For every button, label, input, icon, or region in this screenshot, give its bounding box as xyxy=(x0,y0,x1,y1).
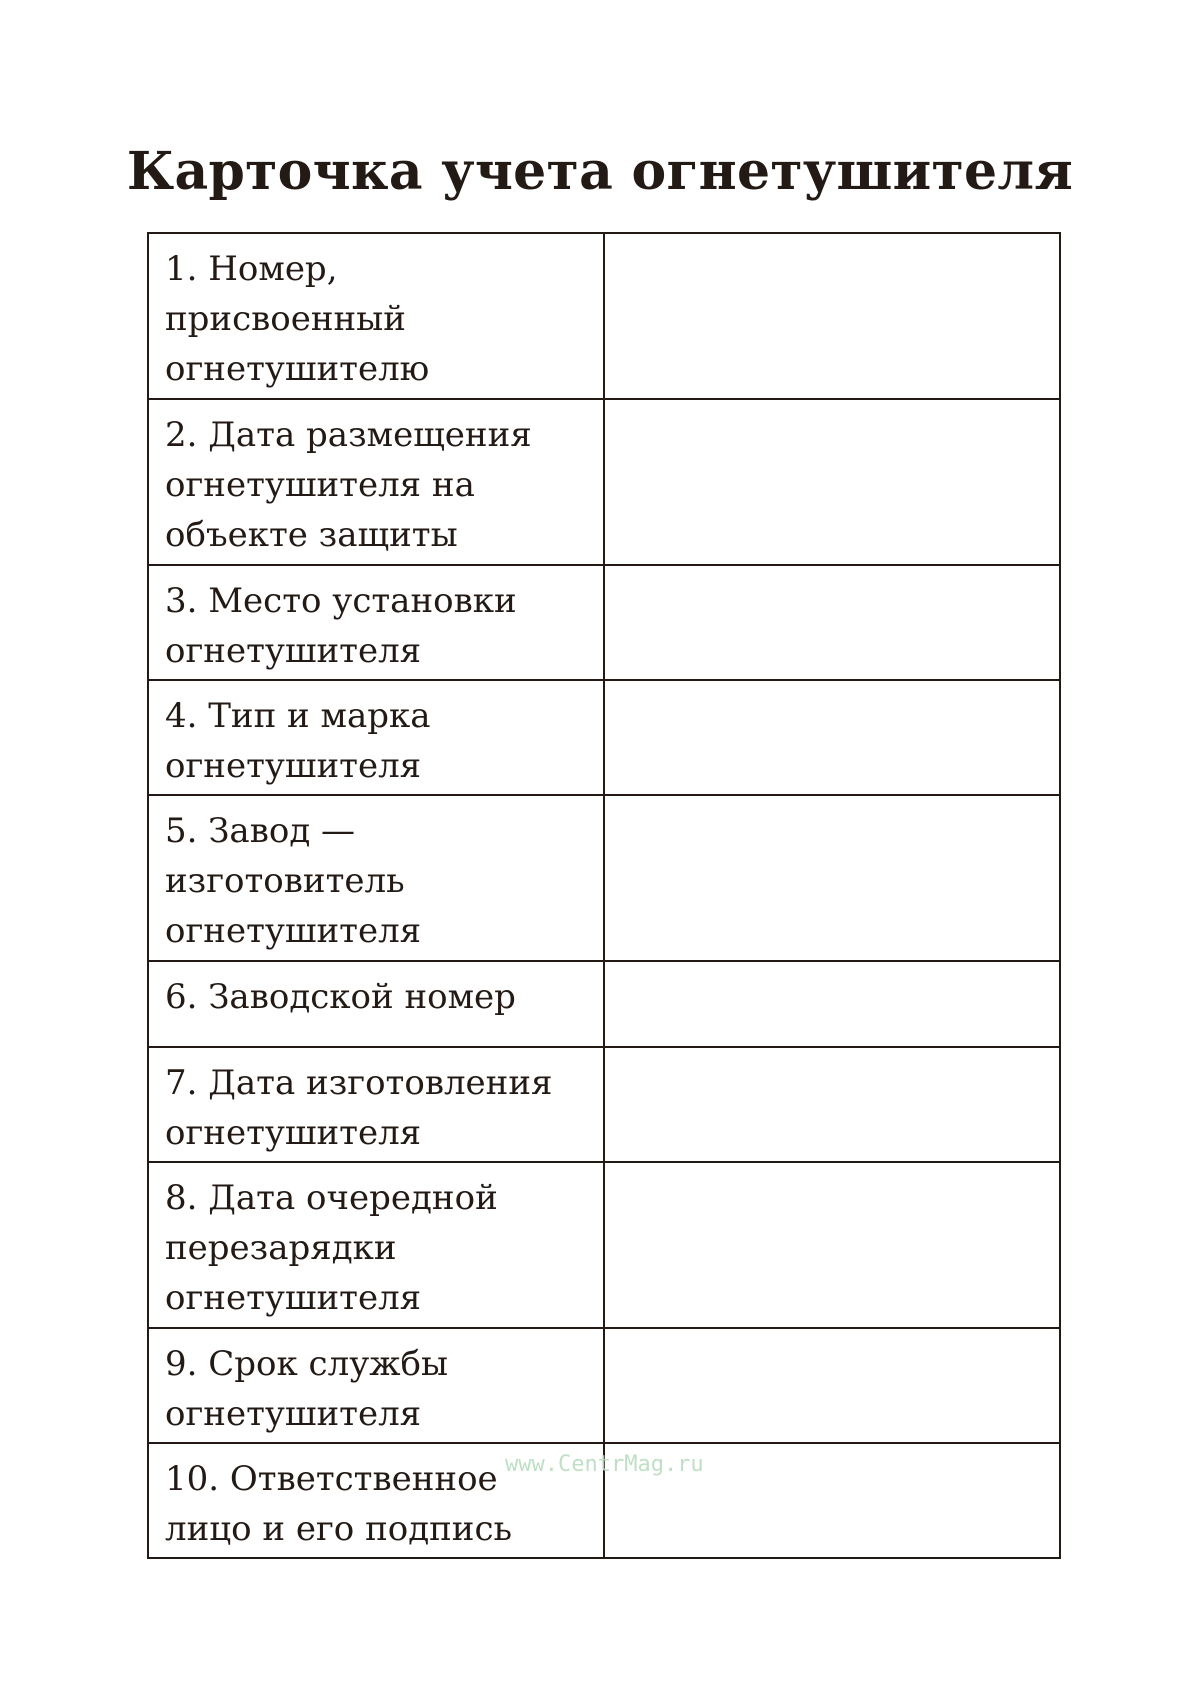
table-row xyxy=(148,1047,1060,1162)
row-label: 7. Дата изготовления огнетушителя xyxy=(148,1047,604,1162)
row-value-field[interactable] xyxy=(604,1047,1060,1162)
row-label: 10. Ответственное лицо и его подпись xyxy=(148,1443,604,1558)
table-row xyxy=(148,795,1060,961)
row-label: 4. Тип и марка огнетушителя xyxy=(148,680,604,795)
table-row xyxy=(148,1328,1060,1443)
table-row xyxy=(148,1162,1060,1328)
row-value-field[interactable] xyxy=(604,961,1060,1047)
row-label: 3. Место установки огнетушителя xyxy=(148,565,604,680)
row-value-field[interactable] xyxy=(604,565,1060,680)
row-label: 1. Номер, присвоенный огнетушителю xyxy=(148,233,604,399)
watermark: www.CentrMag.ru xyxy=(505,1452,704,1477)
row-value-field[interactable] xyxy=(604,795,1060,961)
row-label: 6. Заводской номер xyxy=(148,961,604,1047)
row-label: 5. Завод — изготовитель огнетушителя xyxy=(148,795,604,961)
row-label: 8. Дата очередной перезарядки огнетушителя xyxy=(148,1162,604,1328)
document-title: Карточка учета огнетушителя xyxy=(126,141,1074,202)
row-label: 2. Дата размещения огнетушителя на объекте защиты xyxy=(148,399,604,565)
record-table xyxy=(147,232,1061,1559)
table-row xyxy=(148,680,1060,795)
row-value-field[interactable] xyxy=(604,1328,1060,1443)
row-label: 9. Срок службы огнетушителя xyxy=(148,1328,604,1443)
table-row xyxy=(148,233,1060,399)
row-value-field[interactable] xyxy=(604,399,1060,565)
row-value-field[interactable] xyxy=(604,233,1060,399)
row-value-field[interactable] xyxy=(604,1162,1060,1328)
table-row xyxy=(148,565,1060,680)
table-row xyxy=(148,961,1060,1047)
table-row xyxy=(148,399,1060,565)
row-value-field[interactable] xyxy=(604,680,1060,795)
